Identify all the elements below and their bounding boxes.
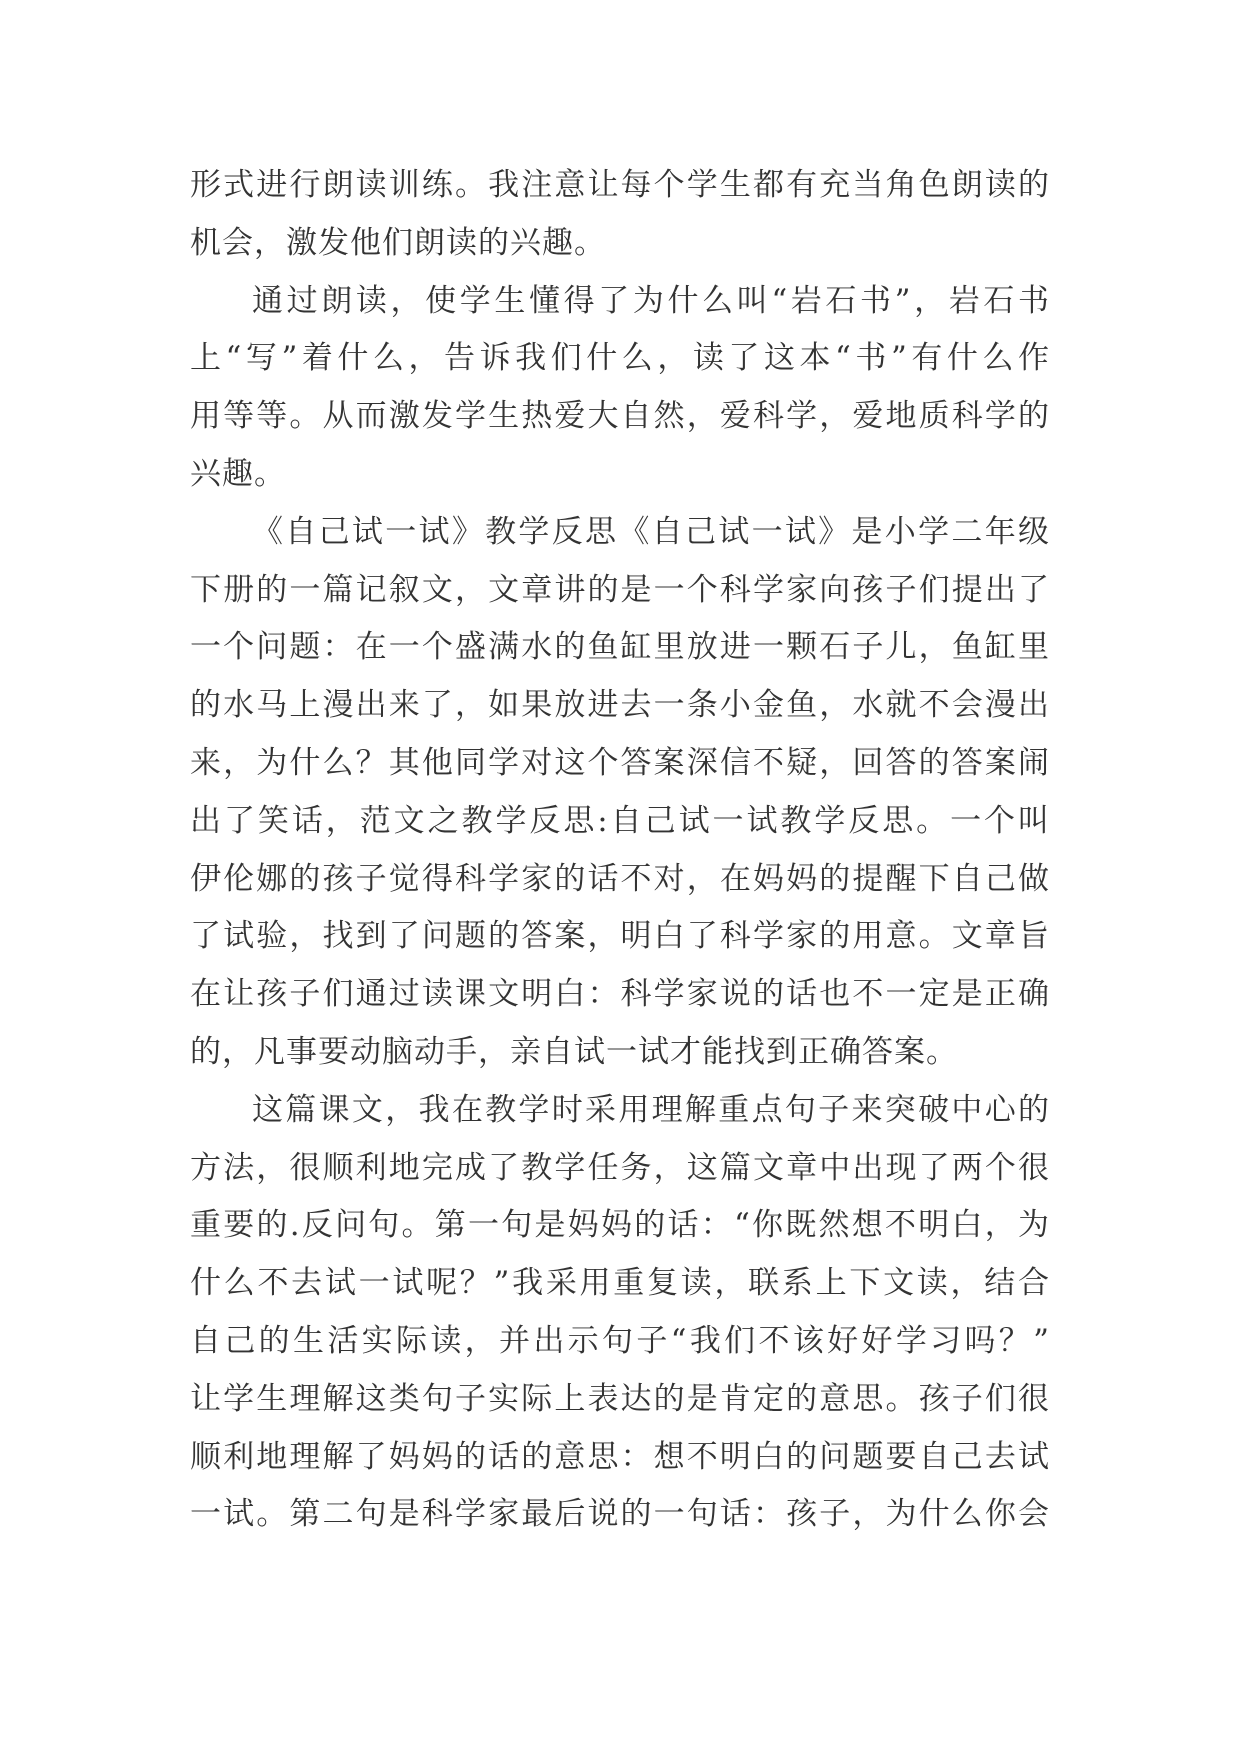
text-line: 一个问题：在一个盛满水的鱼缸里放进一颗石子儿，鱼缸里 — [190, 629, 1050, 666]
text-line: 让学生理解这类句子实际上表达的是肯定的意思。孩子们很 — [190, 1380, 1050, 1417]
text-line: 了试验，找到了问题的答案，明白了科学家的用意。文章旨 — [190, 918, 1050, 955]
text-line: 这篇课文，我在教学时采用理解重点句子来突破中心的 — [252, 1091, 1050, 1128]
text-line: 《自己试一试》教学反思《自己试一试》是小学二年级 — [252, 513, 1050, 550]
text-line: 的，凡事要动脑动手，亲自试一试才能找到正确答案。 — [190, 1033, 958, 1070]
text-line: 下册的一篇记叙文，文章讲的是一个科学家向孩子们提出了 — [190, 571, 1050, 608]
body-text — [190, 157, 1050, 1544]
text-line: 形式进行朗读训练。我注意让每个学生都有充当角色朗读的 — [190, 167, 1050, 203]
text-line: 顺利地理解了妈妈的话的意思：想不明白的问题要自己去试 — [190, 1438, 1050, 1475]
text-line: 方法，很顺利地完成了教学任务，这篇文章中出现了两个很 — [190, 1149, 1050, 1186]
text-line: 重要的.反问句。第一句是妈妈的话：“你既然想不明白，为 — [190, 1207, 1050, 1244]
text-line: 一试。第二句是科学家最后说的一句话：孩子，为什么你会 — [190, 1496, 1050, 1533]
text-line: 什么不去试一试呢？”我采用重复读，联系上下文读，结合 — [190, 1265, 1050, 1302]
text-line: 通过朗读，使学生懂得了为什么叫“岩石书”，岩石书 — [252, 282, 1050, 319]
text-line: 出了笑话，范文之教学反思:自己试一试教学反思。一个叫 — [190, 802, 1050, 839]
text-line: 上“写”着什么，告诉我们什么，读了这本“书”有什么作 — [190, 340, 1050, 377]
text-line: 伊伦娜的孩子觉得科学家的话不对，在妈妈的提醒下自己做 — [190, 860, 1050, 897]
text-line: 用等等。从而激发学生热爱大自然，爱科学，爱地质科学的 — [190, 398, 1050, 435]
text-line: 兴趣。 — [190, 455, 286, 492]
text-line: 机会，激发他们朗读的兴趣。 — [190, 224, 606, 261]
text-line: 在让孩子们通过读课文明白：科学家说的话也不一定是正确 — [190, 976, 1050, 1013]
text-line: 来，为什么？其他同学对这个答案深信不疑，回答的答案闹 — [190, 744, 1050, 781]
text-line: 的水马上漫出来了，如果放进去一条小金鱼，水就不会漫出 — [190, 687, 1050, 724]
text-line: 自己的生活实际读，并出示句子“我们不该好好学习吗？” — [190, 1322, 1050, 1359]
